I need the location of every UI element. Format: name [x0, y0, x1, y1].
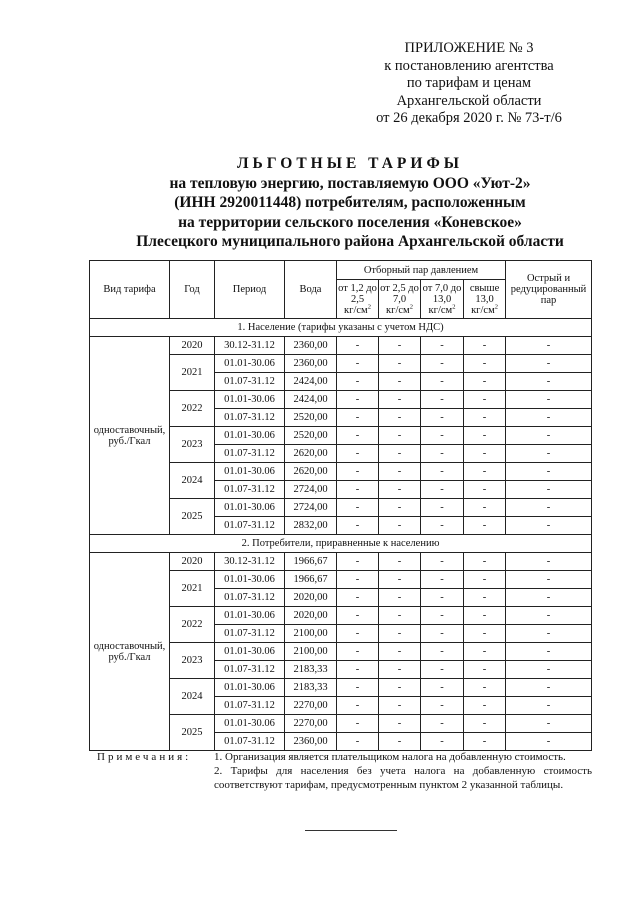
- empty-value-cell: -: [506, 643, 592, 661]
- section-row: [90, 319, 592, 337]
- empty-value-cell: -: [337, 409, 379, 427]
- empty-value-cell: -: [421, 373, 464, 391]
- empty-value-cell: -: [379, 373, 421, 391]
- empty-value-cell: -: [337, 661, 379, 679]
- empty-value-cell: -: [506, 445, 592, 463]
- empty-value-cell: -: [421, 337, 464, 355]
- empty-value-cell: -: [337, 589, 379, 607]
- period-cell: 01.01-30.06: [215, 715, 285, 733]
- empty-value-cell: -: [464, 391, 506, 409]
- steam-col-unit: кг/см: [386, 304, 410, 316]
- empty-value-cell: -: [421, 409, 464, 427]
- period-cell: 01.01-30.06: [215, 607, 285, 625]
- water-cell: 2100,00: [285, 643, 337, 661]
- empty-value-cell: -: [506, 697, 592, 715]
- period-cell: 01.07-31.12: [215, 409, 285, 427]
- empty-value-cell: -: [506, 679, 592, 697]
- period-cell: 01.01-30.06: [215, 679, 285, 697]
- empty-value-cell: -: [421, 517, 464, 535]
- empty-value-cell: -: [464, 337, 506, 355]
- empty-value-cell: -: [421, 589, 464, 607]
- section-title: 1. Население (тарифы указаны с учетом НДС): [90, 319, 592, 337]
- empty-value-cell: -: [337, 517, 379, 535]
- empty-value-cell: -: [379, 337, 421, 355]
- header-period: Период: [215, 261, 285, 319]
- empty-value-cell: -: [506, 391, 592, 409]
- empty-value-cell: -: [337, 697, 379, 715]
- appendix-line: по тарифам и ценам: [406, 75, 532, 91]
- empty-value-cell: -: [421, 355, 464, 373]
- water-cell: 2020,00: [285, 589, 337, 607]
- year-cell: 2024: [170, 463, 215, 499]
- appendix-block: [350, 40, 588, 128]
- empty-value-cell: -: [379, 607, 421, 625]
- empty-value-cell: -: [337, 571, 379, 589]
- header-steam-group: Отборный пар давлением: [337, 261, 506, 280]
- empty-value-cell: -: [506, 427, 592, 445]
- empty-value-cell: -: [506, 589, 592, 607]
- title-line: Плесецкого муниципального района Архангельской области: [136, 233, 564, 250]
- empty-value-cell: -: [421, 643, 464, 661]
- empty-value-cell: -: [421, 661, 464, 679]
- period-cell: 01.07-31.12: [215, 481, 285, 499]
- section-title: 2. Потребители, приравненные к населению: [90, 535, 592, 553]
- steam-col-unit: кг/см: [428, 304, 453, 316]
- year-cell: 2022: [170, 607, 215, 643]
- empty-value-cell: -: [337, 643, 379, 661]
- year-cell: 2023: [170, 643, 215, 679]
- empty-value-cell: -: [337, 355, 379, 373]
- steam-col-range: от 2,5 до 7,0: [380, 282, 419, 305]
- year-cell: 2024: [170, 679, 215, 715]
- empty-value-cell: -: [421, 553, 464, 571]
- empty-value-cell: -: [337, 373, 379, 391]
- empty-value-cell: -: [506, 373, 592, 391]
- period-cell: 01.01-30.06: [215, 643, 285, 661]
- empty-value-cell: -: [464, 589, 506, 607]
- empty-value-cell: -: [337, 463, 379, 481]
- empty-value-cell: -: [464, 409, 506, 427]
- period-cell: 01.07-31.12: [215, 445, 285, 463]
- period-cell: 30.12-31.12: [215, 337, 285, 355]
- empty-value-cell: -: [464, 481, 506, 499]
- period-cell: 01.01-30.06: [215, 571, 285, 589]
- empty-value-cell: -: [421, 571, 464, 589]
- steam-col-range: от 1,2 до 2,5: [338, 282, 377, 305]
- empty-value-cell: -: [421, 463, 464, 481]
- empty-value-cell: -: [506, 409, 592, 427]
- empty-value-cell: -: [337, 445, 379, 463]
- empty-value-cell: -: [506, 499, 592, 517]
- empty-value-cell: -: [379, 499, 421, 517]
- empty-value-cell: -: [421, 607, 464, 625]
- water-cell: 2424,00: [285, 391, 337, 409]
- empty-value-cell: -: [506, 553, 592, 571]
- steam-col-unit: кг/см: [471, 304, 495, 316]
- year-cell: 2025: [170, 499, 215, 535]
- water-cell: 2724,00: [285, 481, 337, 499]
- water-cell: 2424,00: [285, 373, 337, 391]
- water-cell: 2270,00: [285, 697, 337, 715]
- steam-col-range: свыше 13,0: [469, 282, 500, 305]
- closing-rule: [305, 830, 397, 831]
- empty-value-cell: -: [506, 733, 592, 751]
- empty-value-cell: -: [464, 697, 506, 715]
- period-cell: 01.07-31.12: [215, 589, 285, 607]
- water-cell: 2520,00: [285, 409, 337, 427]
- note-item: 2. Тарифы для населения без учета налога на добавленную стоимость соответствуют тарифам, предусмотренным пунктом 2 указанной таблицы.: [214, 765, 592, 791]
- appendix-line: от 26 декабря 2020 г. № 73-т/6: [376, 110, 562, 126]
- empty-value-cell: -: [464, 679, 506, 697]
- empty-value-cell: -: [337, 337, 379, 355]
- header-year: Год: [170, 261, 215, 319]
- empty-value-cell: -: [421, 391, 464, 409]
- period-cell: 01.07-31.12: [215, 697, 285, 715]
- title-line: (ИНН 2920011448) потребителям, расположенным: [174, 194, 526, 211]
- empty-value-cell: -: [421, 445, 464, 463]
- empty-value-cell: -: [379, 481, 421, 499]
- period-cell: 01.01-30.06: [215, 391, 285, 409]
- empty-value-cell: -: [379, 697, 421, 715]
- period-cell: 30.12-31.12: [215, 553, 285, 571]
- period-cell: 01.07-31.12: [215, 373, 285, 391]
- empty-value-cell: -: [379, 661, 421, 679]
- water-cell: 2183,33: [285, 679, 337, 697]
- water-cell: 2360,00: [285, 355, 337, 373]
- water-cell: 1966,67: [285, 553, 337, 571]
- steam-col-unit-exponent: 2: [409, 303, 413, 310]
- empty-value-cell: -: [421, 715, 464, 733]
- water-cell: 2360,00: [285, 337, 337, 355]
- period-cell: 01.07-31.12: [215, 625, 285, 643]
- year-cell: 2022: [170, 391, 215, 427]
- empty-value-cell: -: [379, 463, 421, 481]
- empty-value-cell: -: [506, 661, 592, 679]
- water-cell: 2360,00: [285, 733, 337, 751]
- water-cell: 2270,00: [285, 715, 337, 733]
- title-line: на тепловую энергию, поставляемую ООО «Уют-2»: [169, 174, 531, 192]
- period-cell: 01.07-31.12: [215, 733, 285, 751]
- empty-value-cell: -: [379, 427, 421, 445]
- tariff-type-cell: одноставочный, руб./Гкал: [90, 337, 170, 535]
- empty-value-cell: -: [464, 553, 506, 571]
- empty-value-cell: -: [464, 499, 506, 517]
- period-cell: 01.01-30.06: [215, 427, 285, 445]
- water-cell: 2183,33: [285, 661, 337, 679]
- table-row: [90, 337, 592, 355]
- empty-value-cell: -: [379, 589, 421, 607]
- period-cell: 01.01-30.06: [215, 355, 285, 373]
- steam-col-range: от 7,0 до 13,0: [422, 282, 462, 305]
- steam-col-unit-exponent: 2: [367, 303, 371, 310]
- empty-value-cell: -: [379, 445, 421, 463]
- empty-value-cell: -: [464, 517, 506, 535]
- empty-value-cell: -: [379, 571, 421, 589]
- empty-value-cell: -: [337, 499, 379, 517]
- empty-value-cell: -: [506, 463, 592, 481]
- tariff-type-cell: одноставочный, руб./Гкал: [90, 553, 170, 751]
- empty-value-cell: -: [506, 355, 592, 373]
- empty-value-cell: -: [464, 643, 506, 661]
- period-cell: 01.01-30.06: [215, 463, 285, 481]
- year-cell: 2025: [170, 715, 215, 751]
- steam-col-unit-exponent: 2: [494, 303, 498, 310]
- header-sharp-steam: Острый и редуцированный пар: [506, 261, 592, 319]
- empty-value-cell: -: [506, 625, 592, 643]
- header-water: Вода: [285, 261, 337, 319]
- document-title: [100, 154, 600, 252]
- note-item: 1. Организация является плательщиком налога на добавленную стоимость.: [214, 751, 566, 763]
- empty-value-cell: -: [337, 553, 379, 571]
- empty-value-cell: -: [379, 715, 421, 733]
- empty-value-cell: -: [464, 463, 506, 481]
- empty-value-cell: -: [337, 607, 379, 625]
- period-cell: 01.01-30.06: [215, 499, 285, 517]
- empty-value-cell: -: [464, 445, 506, 463]
- year-cell: 2021: [170, 355, 215, 391]
- section-row: [90, 535, 592, 553]
- year-cell: 2021: [170, 571, 215, 607]
- empty-value-cell: -: [337, 715, 379, 733]
- empty-value-cell: -: [506, 607, 592, 625]
- empty-value-cell: -: [379, 355, 421, 373]
- empty-value-cell: -: [421, 625, 464, 643]
- period-cell: 01.07-31.12: [215, 661, 285, 679]
- year-cell: 2023: [170, 427, 215, 463]
- empty-value-cell: -: [464, 571, 506, 589]
- empty-value-cell: -: [421, 697, 464, 715]
- empty-value-cell: -: [421, 733, 464, 751]
- empty-value-cell: -: [379, 517, 421, 535]
- water-cell: 2620,00: [285, 445, 337, 463]
- empty-value-cell: -: [464, 733, 506, 751]
- water-cell: 2832,00: [285, 517, 337, 535]
- empty-value-cell: -: [464, 373, 506, 391]
- empty-value-cell: -: [337, 427, 379, 445]
- appendix-line: к постановлению агентства: [384, 57, 554, 74]
- water-cell: 1966,67: [285, 571, 337, 589]
- empty-value-cell: -: [421, 679, 464, 697]
- empty-value-cell: -: [464, 661, 506, 679]
- header-steam-col: [421, 280, 464, 319]
- empty-value-cell: -: [506, 517, 592, 535]
- empty-value-cell: -: [379, 733, 421, 751]
- empty-value-cell: -: [337, 481, 379, 499]
- water-cell: 2520,00: [285, 427, 337, 445]
- empty-value-cell: -: [464, 427, 506, 445]
- empty-value-cell: -: [379, 553, 421, 571]
- tariffs-table: [89, 260, 592, 751]
- empty-value-cell: -: [337, 391, 379, 409]
- water-cell: 2620,00: [285, 463, 337, 481]
- empty-value-cell: -: [421, 427, 464, 445]
- year-cell: 2020: [170, 337, 215, 355]
- year-cell: 2020: [170, 553, 215, 571]
- water-cell: 2020,00: [285, 607, 337, 625]
- header-tariff-type: Вид тарифа: [90, 261, 170, 319]
- title-line: на территории сельского поселения «Коневское»: [178, 213, 522, 231]
- empty-value-cell: -: [506, 571, 592, 589]
- steam-col-unit: кг/см: [344, 304, 368, 316]
- empty-value-cell: -: [464, 355, 506, 373]
- empty-value-cell: -: [421, 481, 464, 499]
- empty-value-cell: -: [379, 409, 421, 427]
- header-steam-col: [337, 280, 379, 319]
- empty-value-cell: -: [421, 499, 464, 517]
- appendix-line: ПРИЛОЖЕНИЕ № 3: [404, 40, 534, 56]
- table-row: [90, 553, 592, 571]
- empty-value-cell: -: [464, 715, 506, 733]
- period-cell: 01.07-31.12: [215, 517, 285, 535]
- empty-value-cell: -: [464, 625, 506, 643]
- empty-value-cell: -: [506, 337, 592, 355]
- empty-value-cell: -: [379, 625, 421, 643]
- header-steam-col: [379, 280, 421, 319]
- water-cell: 2724,00: [285, 499, 337, 517]
- empty-value-cell: -: [337, 679, 379, 697]
- empty-value-cell: -: [379, 679, 421, 697]
- water-cell: 2100,00: [285, 625, 337, 643]
- empty-value-cell: -: [506, 481, 592, 499]
- empty-value-cell: -: [464, 607, 506, 625]
- steam-col-unit-exponent: 2: [452, 303, 456, 310]
- empty-value-cell: -: [379, 643, 421, 661]
- header-steam-col: [464, 280, 506, 319]
- notes-label: Примечания:: [97, 751, 192, 763]
- empty-value-cell: -: [337, 733, 379, 751]
- empty-value-cell: -: [337, 625, 379, 643]
- empty-value-cell: -: [379, 391, 421, 409]
- appendix-line: Архангельской области: [396, 92, 542, 109]
- title-main: ЛЬГОТНЫЕ ТАРИФЫ: [237, 155, 463, 172]
- empty-value-cell: -: [506, 715, 592, 733]
